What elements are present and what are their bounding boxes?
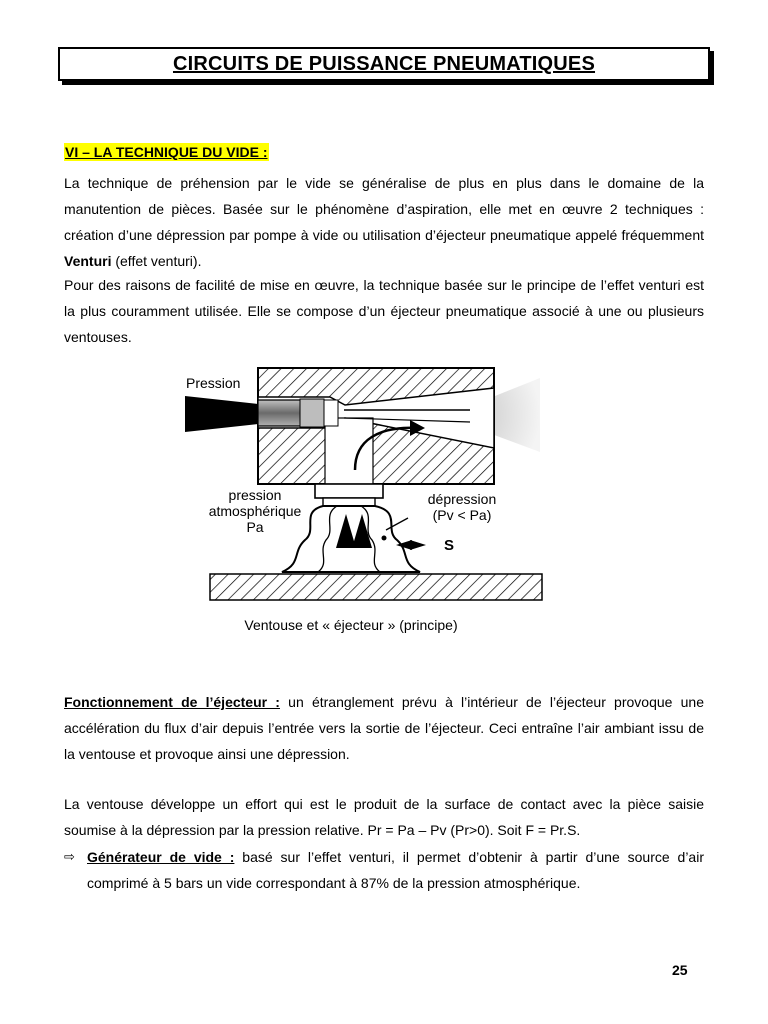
pressure-input-arrow [185,396,258,432]
surface-arrow-right [410,540,426,550]
bullet-text [87,844,704,896]
figure-caption: Ventouse et « éjecteur » (principe) [244,617,458,633]
hollow-arrow-right-icon: ⇨ [64,849,75,864]
connector-top [315,484,383,498]
ejector-operation-label: Fonctionnement de l’éjecteur : [64,694,280,710]
ejector-operation-text: un étranglement prévu à l’intérieur de l’éjecteur provoque une accélération du flux d’air depuis l’entrée vers la sortie de l’éjecteur. Ceci entraîne l’air ambiant issu de la ventouse et provoque ainsi une dépression. [64,694,704,762]
vacuum-generator-label: Générateur de vide : [87,849,235,865]
nozzle-collar [324,400,338,426]
label-depression-line2: (Pv < Pa) [432,507,492,523]
label-surface: S [444,537,455,554]
suction-channel [325,418,373,484]
ejector-operation-paragraph [64,689,704,767]
section-heading: VI – LA TECHNIQUE DU VIDE : [65,144,268,160]
venturi-term: Venturi [64,253,112,269]
label-pression: Pression [186,375,241,391]
label-pa-line1: pression [228,487,282,503]
suction-force-paragraph: La ventouse développe un effort qui est le produit de la surface de contact avec la pièce saisie soumise à la dépression par la pression relative. Pr = Pa – Pv (Pr>0). Soit F = Pr.S. [64,796,704,838]
page-number: 25 [672,962,688,978]
workpiece [210,574,542,600]
nozzle-tip [300,399,324,427]
vacuum-generator-text: basé sur l’effet venturi, il permet d’obtenir à partir d’une source d’air comprimé à 5 bars un vide correspondant à 87% de la pression atmosphérique. [87,849,704,891]
label-pa-line2: atmosphérique [208,503,302,519]
intro-text-end: (effet venturi). [111,253,202,269]
connector-neck [323,498,375,506]
page-title: CIRCUITS DE PUISSANCE PNEUMATIQUES [172,52,596,75]
label-pa-line3: Pa [246,519,264,535]
venturi-paragraph: Pour des raisons de facilité de mise en œuvre, la technique basée sur le principe de l’effet venturi est la plus couramment utilisée. Elle se compose d’un éjecteur pneumatique associé à une ou plusieurs ventouses. [64,277,704,345]
label-depression-line1: dépression [427,491,497,507]
pressure-dot [382,536,387,541]
intro-text: La technique de préhension par le vide se généralise de plus en plus dans le domaine de la manutention de pièces. Basée sur le phénomène d’aspiration, elle met en œuvre 2 techniques : création d’une dépression par pompe à vide ou utilisation d’éjecteur pneumatique appelé fréquemment [64,175,704,243]
